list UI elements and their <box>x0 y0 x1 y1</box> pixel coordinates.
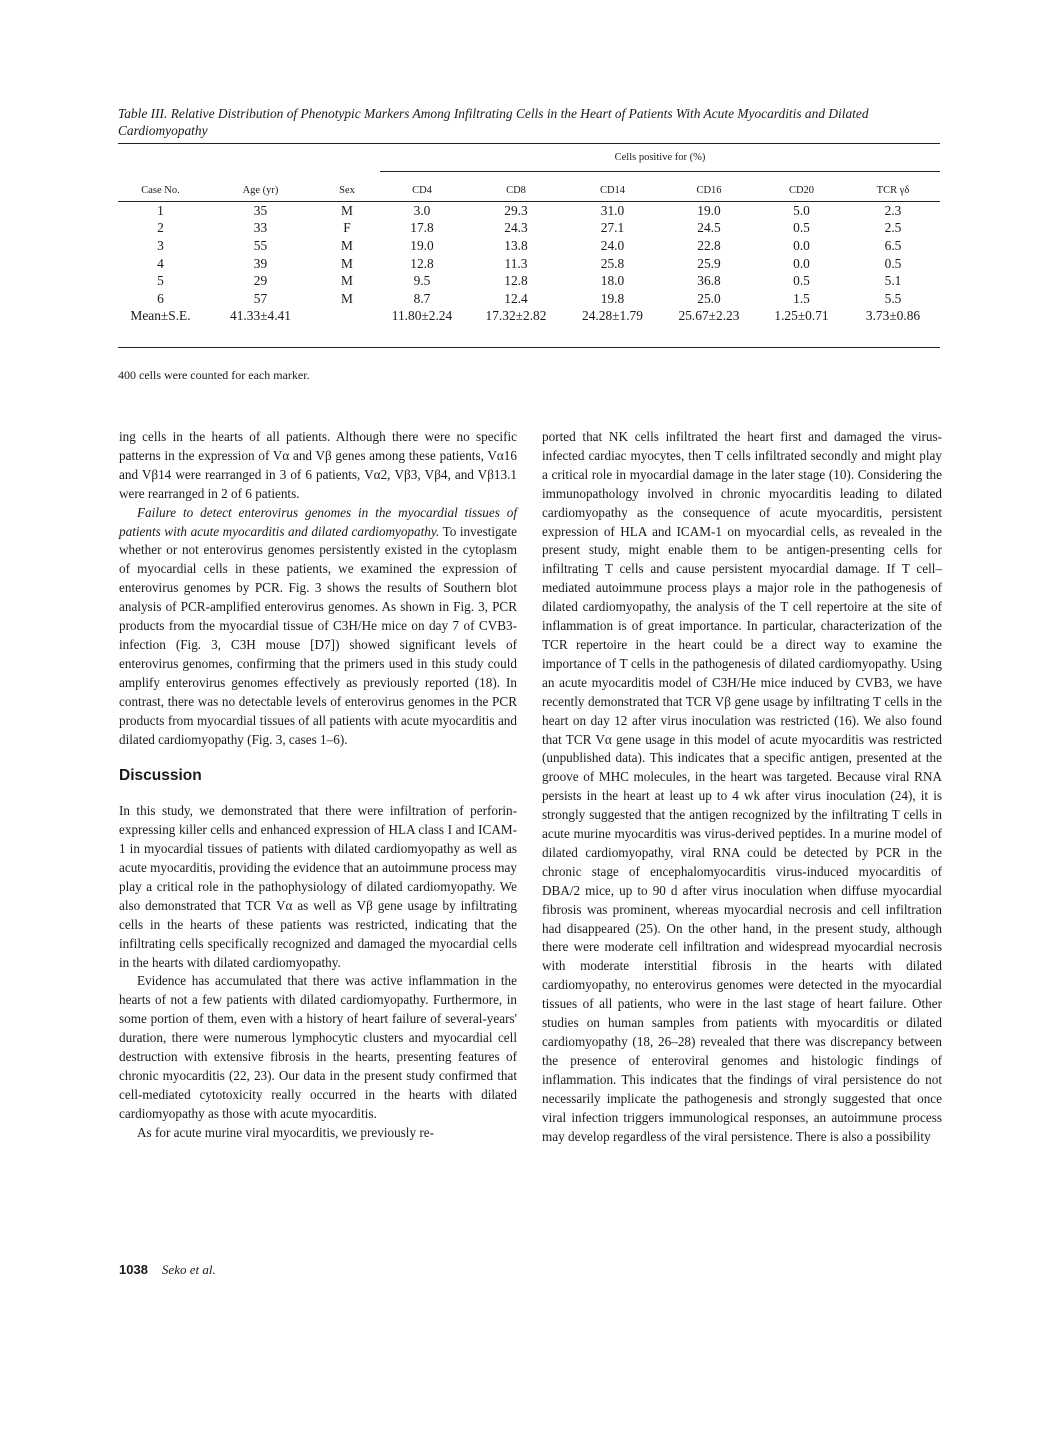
table-cell: 2 <box>157 220 164 236</box>
table-row <box>118 237 940 255</box>
table-cell: 31.0 <box>600 202 625 218</box>
table-cell: 19.0 <box>697 202 721 218</box>
table-cell: 0.5 <box>793 220 810 236</box>
table-cell: M <box>341 290 353 306</box>
table-cell: 3.0 <box>413 202 431 218</box>
table-footnote: 400 cells were counted for each marker. <box>118 368 310 382</box>
table-cell: 19.8 <box>600 290 625 306</box>
page-footer <box>119 1262 216 1278</box>
table-cell: 25.8 <box>600 255 625 271</box>
table-cell: 29.3 <box>504 202 528 218</box>
table-cell: 18.0 <box>600 273 625 289</box>
paragraph-body: To investigate whether or not enterovirus genomes persistently existed in the cytoplasm of myocardial cells in these patients, we examined the expression of enterovirus genomes by PCR. Fig. 3 shows the results of Southern blot analysis of PCR-amplified enterovirus genomes. As shown in Fig. 3, PCR products from the myocardial tissue of C3H/He mice on day 7 of CVB3-infection (Fig. 3, C3H mouse [D7]) showed significant levels of enterovirus genomes, confirming that the primers used in this study could amplify enterovirus genomes effectively as previously reported (18). In contrast, there was no detectable levels of enterovirus genomes in the PCR products from myocardial tissues of all patients with acute myocarditis and dilated cardiomyopathy (Fig. 3, cases 1–6). <box>119 523 517 747</box>
table-cell: 0.0 <box>793 255 810 271</box>
paragraph: As for acute murine viral myocarditis, we previously re- <box>137 1124 434 1140</box>
table-cell: 6.5 <box>884 237 902 253</box>
table-group-header: Cells positive for (%) <box>614 152 706 163</box>
table-bottom-rule <box>118 347 940 348</box>
table-cell: 35 <box>253 202 268 218</box>
table-cell: Mean±S.E. <box>130 308 191 324</box>
table-cell: M <box>341 255 353 271</box>
table-header-row <box>118 178 940 202</box>
table-cell: 6 <box>157 290 164 306</box>
table-cell: 1.25±0.71 <box>774 308 829 324</box>
table-cell: 2.5 <box>884 220 902 236</box>
col-header: Sex <box>339 184 355 196</box>
table-cell: 12.8 <box>504 273 528 289</box>
col-header: CD20 <box>788 184 815 196</box>
table-cell: 5.5 <box>884 290 902 306</box>
col-header: Age (yr) <box>242 184 279 196</box>
table-cell: F <box>343 220 351 236</box>
table-cell: 5.0 <box>793 202 810 218</box>
table-cell: 0.0 <box>793 237 810 253</box>
col-header: CD4 <box>412 184 432 196</box>
table-row <box>118 290 940 308</box>
table-cell: 25.67±2.23 <box>678 308 740 324</box>
paragraph: ing cells in the hearts of all patients. Although there were no specific patterns in the expression of Vα and Vβ genes among these patients, Vα16 and Vβ14 were rearranged in 3 of 6 patients, Vα2, Vβ3, Vβ4, and Vβ13.1 were rearranged in 2 of 6 patients. <box>119 429 517 501</box>
table-cell: 12.4 <box>504 290 528 306</box>
group-header-rule <box>380 171 940 172</box>
page-number: 1038 <box>119 1262 148 1277</box>
table-cell: 29 <box>253 273 268 289</box>
right-column <box>542 428 942 1146</box>
table-row <box>118 308 940 326</box>
table-cell: 0.5 <box>793 273 810 289</box>
table-row <box>118 220 940 238</box>
paragraph: ported that NK cells infiltrated the heart first and damaged the virus-infected cardiac myocytes, then T cells infiltrated secondly and might play a critical role in myocardial damage in the later stage (10). Considering the immunopathology involved in chronic myocarditis leading to dilated cardiomyopathy as the consequence of acute myocarditis, persistent expression of HLA and ICAM-1 on myocardial cells, as revealed in the present study, might enable them to be antigen-presenting cells for infiltrating T cells and cause persistent myocardial damage. If T cell–mediated autoimmune process plays a major role in the pathogenesis of dilated cardiomyopathy, the analysis of the T cell repertoire at the site of inflammation is of great importance. In particular, characterization of the TCR repertoire in the heart could be a direct way to examine the importance of T cells in the pathogenesis of dilated cardiomyopathy. Using an acute myocarditis model of C3H/He mice induced by CVB3, we have recently demonstrated that TCR Vβ gene usage by infiltrating T cells in the heart on day 12 after virus inoculation was restricted (16). We also found that TCR Vα gene usage in this model of acute myocarditis was restricted (unpublished data). This indicates that a specific antigen, presented at the groove of MHC molecules, in the heart was targeted. Because viral RNA persists in the heart at least up to 4 wk after virus inoculation (24), it is strongly suggested that the antigen recognized by the infiltrating T cells in acute murine myocarditis was virus-derived peptides. In a murine model of dilated cardiomyopathy, viral RNA could be detected by PCR in the chronic stage of encephalomyocarditis virus-induced myocarditis of DBA/2 mice, up to 90 d after virus inoculation when diffuse myocardial fibrosis was prominent, whereas myocardial necrosis and cell infiltration had disappeared (25). On the other hand, in the present study, although there were moderate cell infiltration and widespread myocardial necrosis with moderate interstitial fibrosis in the hearts with dilated cardiomyopathy, no enterovirus genomes were detected in the myocardial tissues of all patients, who were in the last stage of heart failure. Other studies on human samples from patients with myocarditis or dilated cardiomyopathy (18, 26–28) revealed that there was discrepancy between the presence of enteroviral genomes and histologic findings of inflammation. This indicates that the findings of viral persistence do not necessarily implicate the pathogenesis and strongly suggested that once viral infection triggers immunological responses, an autoimmune process may develop regardless of the viral persistence. There is also a possibility <box>542 429 942 1144</box>
table-cell: 12.8 <box>410 255 434 271</box>
table-cell: 13.8 <box>504 237 528 253</box>
col-header: CD8 <box>506 184 526 196</box>
table-cell: 1.5 <box>793 290 810 306</box>
paragraph: Evidence has accumulated that there was active inflammation in the hearts of not a few patients with dilated cardiomyopathy. Furthermore, in some portion of them, even with a history of heart failure of several-years' duration, there were numerous lymphocytic clusters and myocardial cell destruction with extensive fibrosis in the hearts, presenting features of chronic myocarditis (22, 23). Our data in the present study confirmed that cell-mediated cytotoxicity really occurred in the hearts with dilated cardiomyopathy as those with acute myocarditis. <box>119 973 517 1121</box>
col-header: CD14 <box>599 184 626 196</box>
table-cell: 57 <box>253 290 268 306</box>
left-column <box>119 428 517 1143</box>
table-row <box>118 272 940 290</box>
table-cell: 55 <box>253 237 268 253</box>
col-header: Case No. <box>141 184 180 196</box>
table-cell: 3.73±0.86 <box>865 308 921 324</box>
table-cell: 11.3 <box>504 255 528 271</box>
table-row <box>118 202 940 220</box>
col-header: CD16 <box>696 184 722 196</box>
table-cell: 24.3 <box>504 220 528 236</box>
table-cell: 2.3 <box>884 202 902 218</box>
table-cell: 41.33±4.41 <box>230 308 291 324</box>
table-cell: 19.0 <box>410 237 434 253</box>
table-cell: 25.9 <box>697 255 721 271</box>
table-header-rule <box>118 201 940 202</box>
table-caption: Table III. Relative Distribution of Phenotypic Markers Among Infiltrating Cells in the Heart of Patients With Acute Myocarditis and Dilated Cardiomyopathy <box>118 106 869 138</box>
table-cell: 3 <box>157 237 164 253</box>
paragraph: In this study, we demonstrated that there were infiltration of perforin-expressing killer cells and enhanced expression of HLA class I and ICAM-1 in myocardial tissues of patients with dilated cardiomyopathy as well as acute myocarditis, providing the evidence that an autoimmune process may play a critical role in the pathophysiology of dilated cardiomyopathy. We also demonstrated that TCR Vα as well as Vβ gene usage by infiltrating cells in the hearts of these patients was restricted, indicating that the infiltrating cells specifically recognized and damaged the myocardial cells in the hearts with dilated cardiomyopathy. <box>119 803 517 970</box>
table-cell: 24.28±1.79 <box>582 308 643 324</box>
table-cell: 8.7 <box>413 290 431 306</box>
table-cell: 33 <box>253 220 268 236</box>
table-cell: 9.5 <box>413 273 431 289</box>
table-cell <box>318 308 376 326</box>
table-cell: 4 <box>157 255 164 271</box>
table-cell: M <box>341 202 353 218</box>
table-cell: 27.1 <box>600 220 625 236</box>
table-cell: 5.1 <box>884 273 902 289</box>
table-cell: 17.32±2.82 <box>485 308 547 324</box>
table-cell: 22.8 <box>697 237 721 253</box>
table-cell: 39 <box>253 255 268 271</box>
running-authors: Seko et al. <box>161 1262 216 1277</box>
table-cell: M <box>341 273 353 289</box>
table-cell: 24.0 <box>600 237 625 253</box>
table-cell: 0.5 <box>884 255 902 271</box>
table-cell: 36.8 <box>697 273 721 289</box>
table-cell: 5 <box>157 273 164 289</box>
run-in-heading: Failure to detect enterovirus genomes in the myocardial tissues of patients with acute myocarditis and dilated cardiomyopathy. <box>119 504 517 539</box>
table-cell: 11.80±2.24 <box>391 308 453 324</box>
paragraph <box>119 504 517 750</box>
table-cell: 25.0 <box>697 290 721 306</box>
section-heading: Discussion <box>119 767 202 785</box>
col-header: TCR γδ <box>876 184 910 196</box>
table-cell: M <box>341 237 353 253</box>
table-cell: 1 <box>157 202 164 218</box>
table-cell: 24.5 <box>697 220 721 236</box>
table-row <box>118 255 940 273</box>
table-cell: 17.8 <box>410 220 434 236</box>
table-top-rule <box>118 143 940 144</box>
